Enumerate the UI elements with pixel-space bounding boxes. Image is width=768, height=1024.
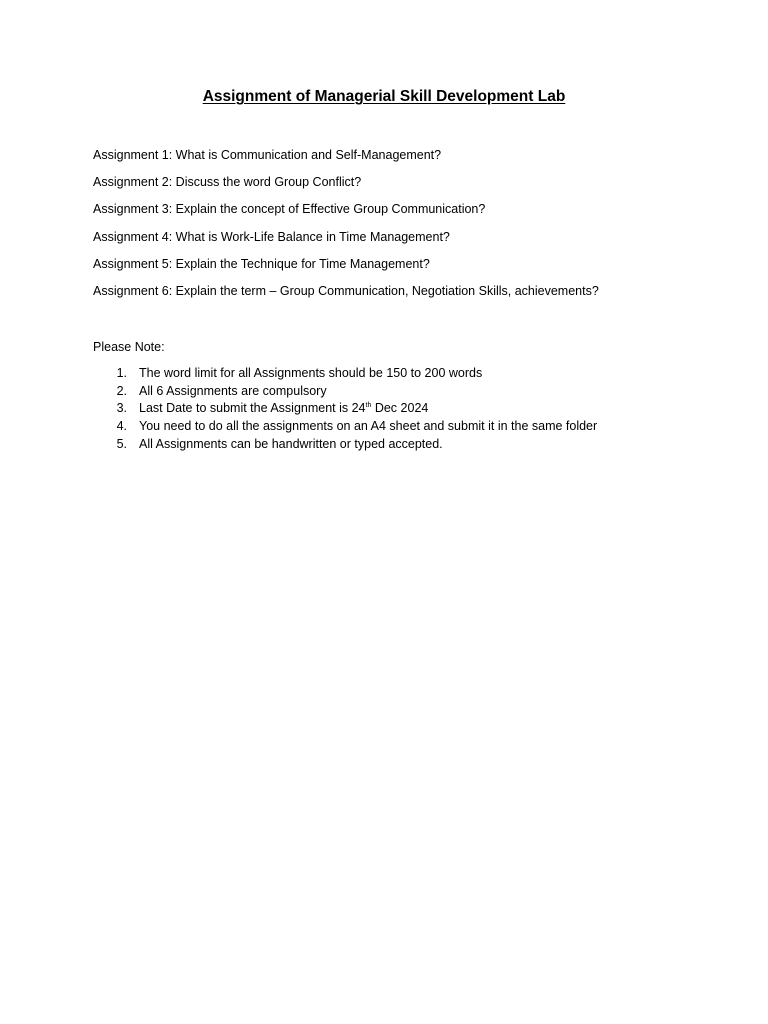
assignment-item: Assignment 3: Explain the concept of Effective Group Communication?	[93, 202, 486, 217]
note-text: The word limit for all Assignments should be 150 to 200 words	[139, 366, 483, 380]
note-number: 5.	[116, 436, 127, 451]
note-list	[93, 365, 733, 453]
note-item	[93, 365, 733, 383]
note-text: All 6 Assignments are compulsory	[139, 383, 327, 398]
assignment-list	[93, 145, 733, 308]
note-number: 1.	[116, 366, 127, 380]
note-text-date: Dec 2024	[371, 401, 429, 416]
note-item	[93, 400, 733, 418]
note-text: You need to do all the assignments on an A4 sheet and submit it in the same folder	[139, 419, 598, 434]
note-number: 2.	[116, 383, 127, 398]
note-text-main: Last Date to submit the Assignment is 24	[139, 401, 366, 416]
note-text	[139, 400, 428, 418]
note-item	[93, 436, 733, 454]
note-item	[93, 418, 733, 436]
assignment-item: Assignment 1: What is Communication and Self-Management?	[93, 148, 442, 162]
assignment-item: Assignment 2: Discuss the word Group Conflict?	[93, 175, 362, 190]
note-number: 4.	[116, 419, 127, 434]
note-label: Please Note:	[93, 340, 165, 354]
note-number: 3.	[116, 401, 127, 416]
document-title: Assignment of Managerial Skill Development Lab	[202, 88, 566, 105]
assignment-item: Assignment 5: Explain the Technique for Time Management?	[93, 256, 430, 271]
ordinal-suffix: th	[365, 402, 372, 410]
assignment-item: Assignment 6: Explain the term – Group Communication, Negotiation Skills, achievements?	[93, 283, 599, 298]
assignment-item: Assignment 4: What is Work-Life Balance in Time Management?	[93, 229, 450, 244]
note-text: All Assignments can be handwritten or typed accepted.	[139, 436, 443, 451]
note-item	[93, 383, 733, 401]
